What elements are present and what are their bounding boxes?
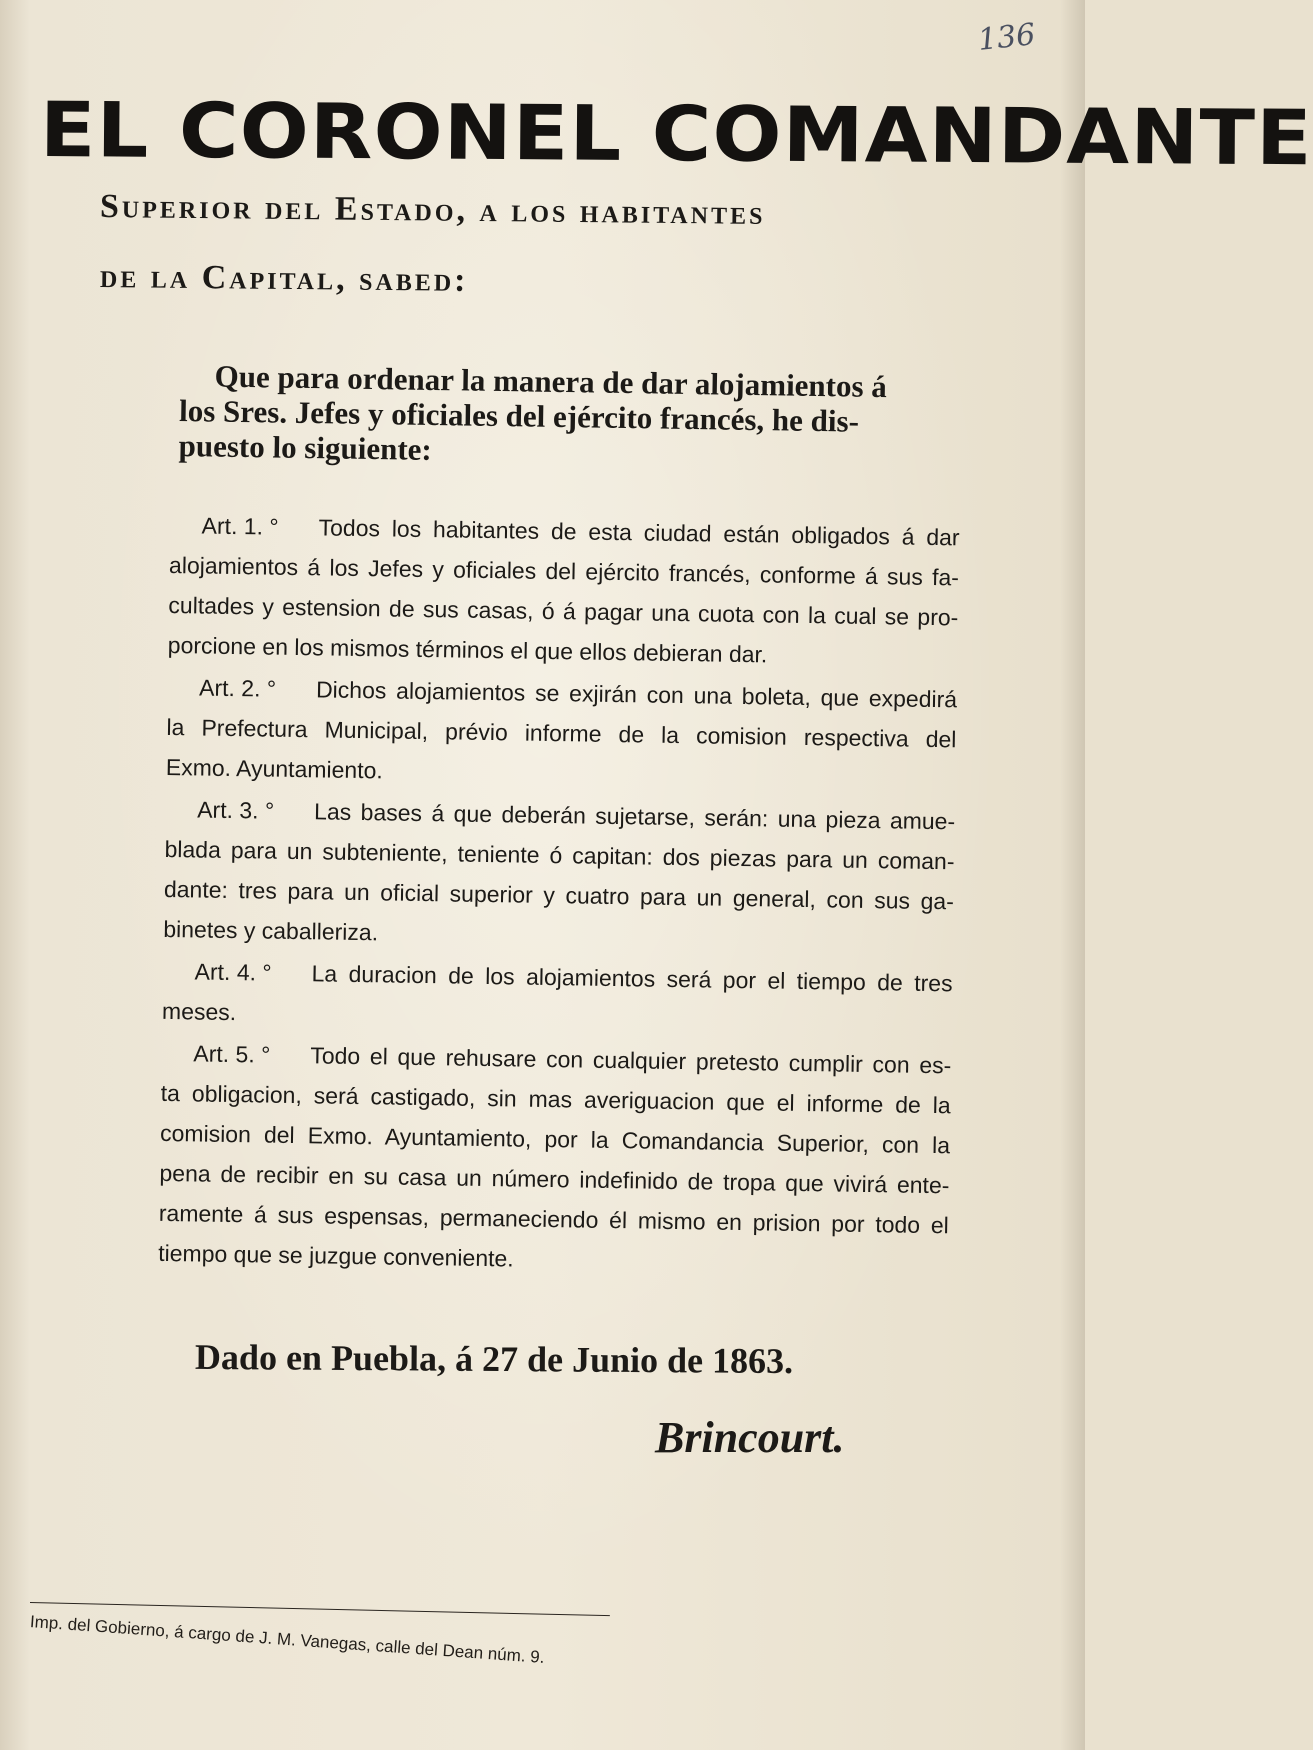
- articles-section: [158, 505, 960, 1287]
- page-number: 136: [976, 17, 1037, 58]
- footer-rule: [30, 1602, 610, 1616]
- article-text: ramente á sus espensas, permaneciendo él mismo en prision por todo el: [158, 1199, 949, 1239]
- article-text: alojamientos á los Jefes y oficiales del ejército francés, conforme á sus fa-: [168, 551, 960, 591]
- article-number: Art. 1. °: [201, 512, 279, 540]
- intro-line: puesto lo siguiente:: [178, 427, 433, 467]
- article-text: porcione en los mismos términos el que ellos debieran dar.: [167, 631, 768, 668]
- article-2: [166, 667, 958, 799]
- proclamation-title: EL CORONEL COMANDANTE: [39, 85, 1313, 183]
- article-text: Las bases á que deberán sujetarse, serán: una pieza amue-: [313, 798, 956, 835]
- article-3: [163, 789, 955, 961]
- article-number: Art. 4. °: [194, 958, 272, 986]
- article-text: dante: tres para un oficial superior y cuatro para un general, con sus ga-: [163, 875, 955, 915]
- article-5: [158, 1033, 952, 1285]
- article-text: ta obligacion, será castigado, sin mas averiguacion que el informe de la: [160, 1079, 951, 1119]
- article-number: Art. 3. °: [197, 796, 275, 824]
- subtitle-line-2: de la Capital, sabed:: [99, 258, 469, 299]
- article-number: Art. 5. °: [193, 1040, 271, 1068]
- date-line: Dado en Puebla, á 27 de Junio de 1863.: [194, 1336, 794, 1382]
- article-text: comision del Exmo. Ayuntamiento, por la Comandancia Superior, con la: [159, 1119, 951, 1159]
- article-text: Dichos alojamientos se exjirán con una boleta, que expedirá: [315, 676, 958, 713]
- article-number: Art. 2. °: [198, 674, 277, 702]
- article-text: cultades y estension de sus casas, ó á pagar una cuota con la cual se pro-: [168, 591, 959, 631]
- article-1: [167, 505, 959, 677]
- article-text: tiempo que se juzgue conveniente.: [158, 1239, 514, 1272]
- signature: Brincourt.: [655, 1413, 845, 1462]
- article-text: Todos los habitantes de esta ciudad están obligados á dar: [318, 514, 960, 551]
- intro-line: los Sres. Jefes y oficiales del ejército francés, he dis-: [178, 392, 860, 439]
- subtitle-line-1: Superior del Estado, a los habitantes: [99, 188, 766, 232]
- article-text: meses.: [161, 997, 237, 1026]
- article-text: Todo el que rehusare con cualquier pretesto cumplir con es-: [310, 1042, 952, 1079]
- article-text: la Prefectura Municipal, prévio informe de la comision respectiva del: [166, 713, 957, 753]
- intro-line: Que para ordenar la manera de dar alojamientos á: [214, 358, 888, 405]
- article-text: blada para un subteniente, teniente ó capitan: dos piezas para un coman-: [164, 835, 955, 875]
- article-text: La duracion de los alojamientos será por el tiempo de tres: [311, 960, 953, 997]
- article-text: Exmo. Ayuntamiento.: [165, 753, 383, 784]
- intro-paragraph: [178, 358, 960, 475]
- article-text: pena de recibir en su casa un número indefinido de tropa que vivirá ente-: [159, 1159, 950, 1199]
- article-4: [162, 951, 953, 1043]
- article-text: binetes y caballeriza.: [163, 915, 379, 946]
- printer-imprint: Imp. del Gobierno, á cargo de J. M. Vanegas, calle del Dean núm. 9.: [29, 1612, 546, 1667]
